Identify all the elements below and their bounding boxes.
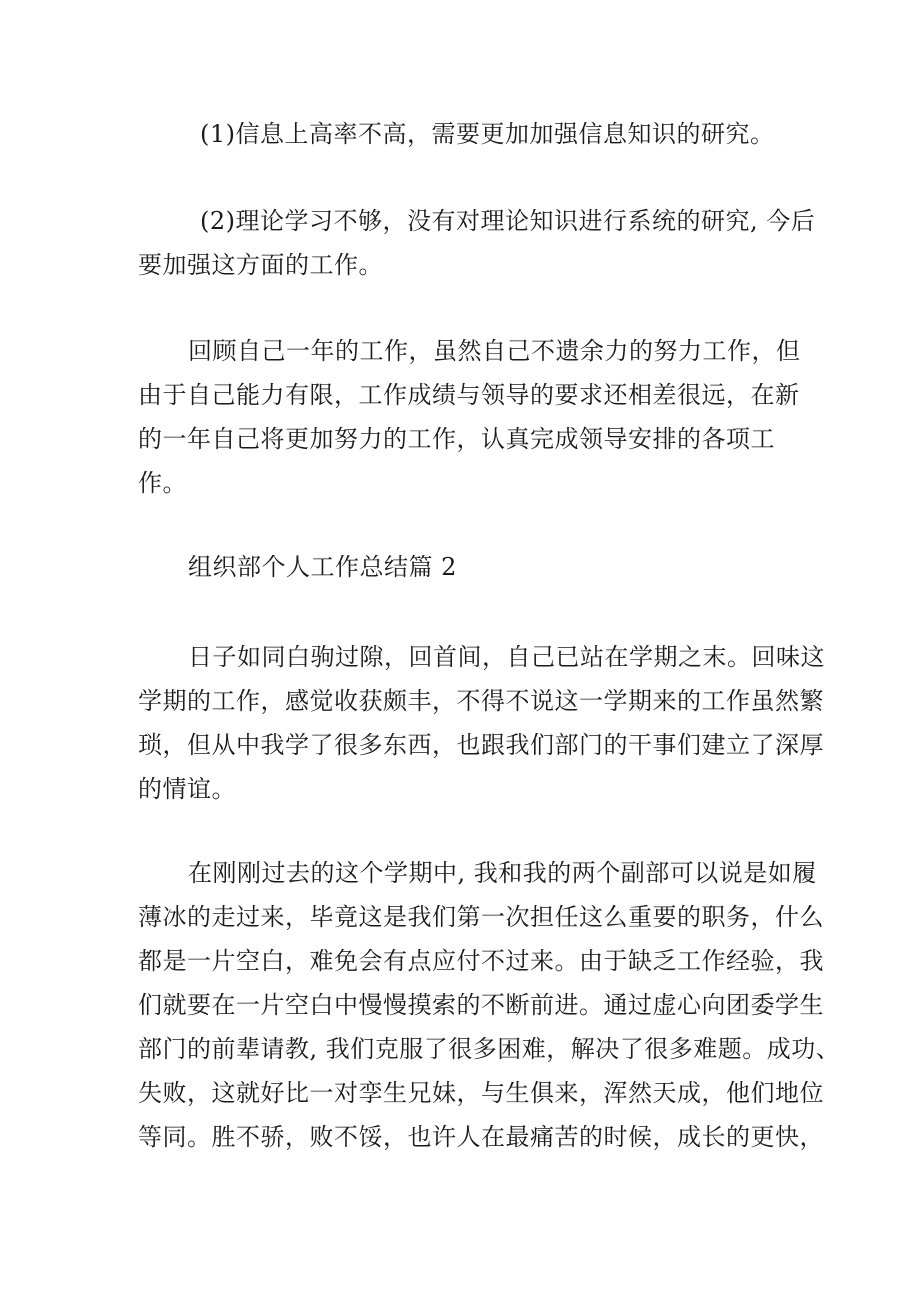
- paragraph-2-line-1: (2)理论学习不够，没有对理论知识进行系统的研究, 今后: [200, 207, 816, 235]
- paragraph-3-line-4: 作。: [138, 469, 187, 497]
- paragraph-1-line-1: (1)信息上高率不高，需要更加加强信息知识的研究。: [200, 120, 775, 148]
- paragraph-5-line-2: 学期的工作，感觉收获颇丰，不得不说这一学期来的工作虽然繁: [138, 687, 824, 715]
- paragraph-6-line-3: 都是一片空白，难免会有点应付不过来。由于缺乏工作经验，我: [138, 947, 824, 975]
- paragraph-5-line-1: 日子如同白驹过隙，回首间，自己已站在学期之末。回味这: [188, 643, 825, 671]
- paragraph-6-line-4: 们就要在一片空白中慢慢摸索的不断前进。通过虚心向团委学生: [138, 991, 824, 1019]
- paragraph-6-line-5: 部门的前辈请教, 我们克服了很多困难，解决了很多难题。成功、: [138, 1035, 841, 1063]
- paragraph-3-line-2: 由于自己能力有限，工作成绩与领导的要求还相差很远，在新: [138, 381, 800, 409]
- paragraph-5-line-3: 琐，但从中我学了很多东西，也跟我们部门的干事们建立了深厚: [138, 731, 824, 759]
- paragraph-6-line-2: 薄冰的走过来，毕竟这是我们第一次担任这么重要的职务，什么: [138, 903, 824, 931]
- paragraph-6-line-7: 等同。胜不骄，败不馁，也许人在最痛苦的时候，成长的更快，: [138, 1123, 824, 1151]
- paragraph-2-line-2: 要加强这方面的工作。: [138, 251, 383, 279]
- section-heading: 组织部个人工作总结篇 2: [188, 553, 457, 581]
- paragraph-3-line-3: 的一年自己将更加努力的工作，认真完成领导安排的各项工: [138, 425, 775, 453]
- paragraph-6-line-1: 在刚刚过去的这个学期中, 我和我的两个副部可以说是如履: [188, 859, 817, 887]
- paragraph-6-line-6: 失败，这就好比一对孪生兄妹，与生俱来，浑然天成，他们地位: [138, 1079, 824, 1107]
- paragraph-5-line-4: 的情谊。: [138, 775, 236, 803]
- paragraph-3-line-1: 回顾自己一年的工作，虽然自己不遗余力的努力工作，但: [188, 337, 801, 365]
